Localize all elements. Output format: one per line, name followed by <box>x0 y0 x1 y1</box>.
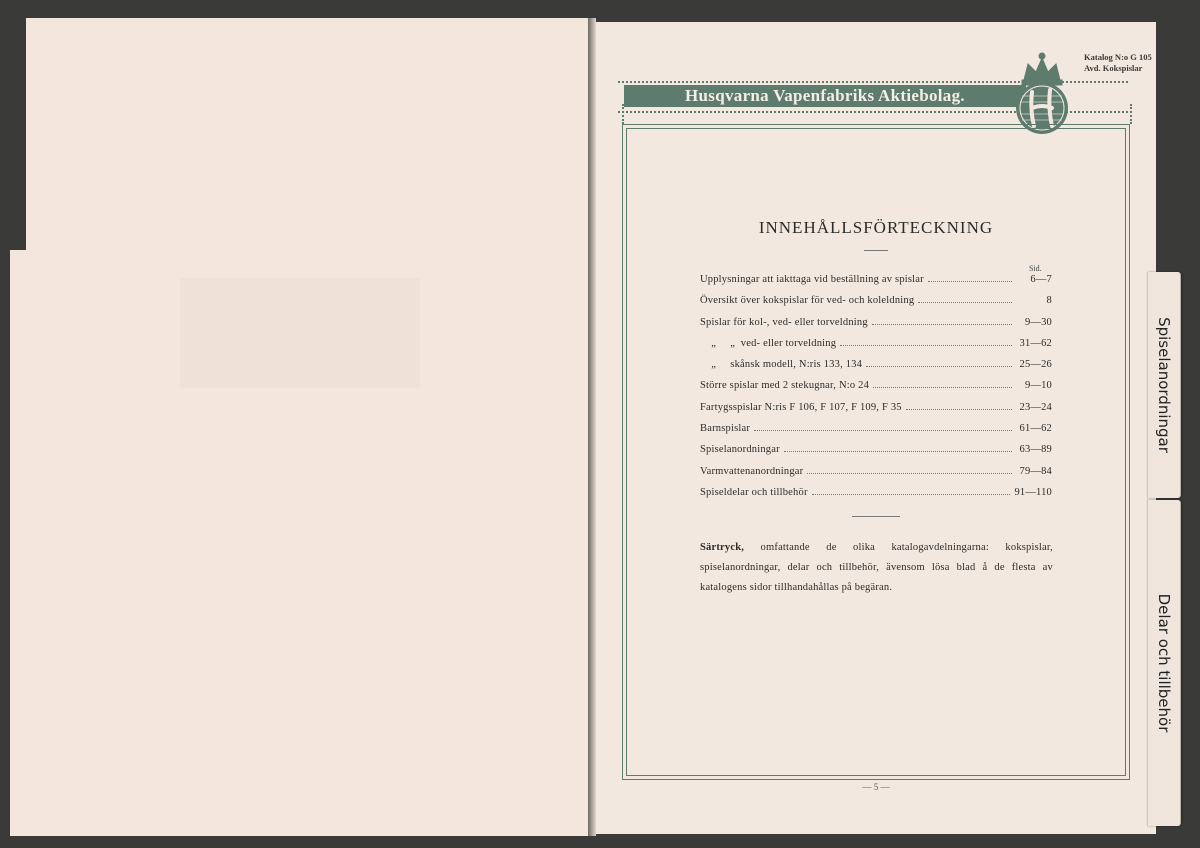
toc-entry-label: Spiseldelar och tillbehör <box>700 486 808 498</box>
toc-entry <box>700 487 1052 508</box>
toc-entry-pages: 91—110 <box>1014 486 1052 498</box>
toc-entry-pages: 9—10 <box>1024 380 1052 392</box>
toc-entry-label: Varmvattenanordningar <box>700 465 804 477</box>
reprint-note <box>700 538 1053 598</box>
right-page <box>596 22 1156 834</box>
toc-entry-label: Barnspislar <box>700 423 751 435</box>
toc-entry <box>700 359 1052 380</box>
toc-entry <box>700 423 1052 444</box>
show-through-shadow <box>180 278 420 388</box>
note-text: omfattande de olika katalogavdelningarna: kokspislar, spiselanordningar, delar och tillbehör, ävensom lösa blad å de flesta av katalogens sidor tillhandahållas på begäran. <box>700 542 1053 593</box>
toc-entry-label: Spiselanordningar <box>700 444 780 456</box>
page-column-header: Sid. <box>1029 264 1042 273</box>
dot-leader <box>840 345 1012 346</box>
toc-entry-label: Fartygsspislar N:ris F 106, F 107, F 109, F 35 <box>700 401 902 413</box>
frame-dotted-sides <box>622 104 1132 124</box>
catalog-reference <box>1084 52 1152 74</box>
toc-entry-label: Större spislar med 2 stekugnar, N:o 24 <box>700 380 870 392</box>
tab-spiselanordningar[interactable] <box>1147 272 1181 498</box>
tab-label: Delar och tillbehör <box>1155 593 1173 733</box>
toc-entry <box>700 402 1052 423</box>
dot-leader <box>872 324 1012 325</box>
company-banner: Husqvarna Vapenfabriks Aktiebolag. <box>624 85 1026 107</box>
toc-entry-label: „ „ ved- eller torveldning <box>700 337 837 349</box>
toc-entry-label: Spislar för kol-, ved- eller torveldning <box>700 316 868 328</box>
dot-leader <box>906 409 1012 410</box>
page-title: INNEHÅLLSFÖRTECKNING <box>758 218 994 237</box>
toc-entry-pages: 23—24 <box>1019 401 1052 413</box>
toc-entry-pages: 9—30 <box>1024 316 1052 328</box>
table-of-contents <box>700 274 1052 508</box>
dot-leader <box>812 494 1011 495</box>
catalog-number: Katalog N:o G 105 <box>1084 52 1152 62</box>
title-divider <box>864 250 888 251</box>
tab-delar-och-tillbehor[interactable] <box>1147 500 1181 826</box>
dot-leader <box>807 473 1012 474</box>
toc-entry-label: Upplysningar att iakttaga vid beställning av spislar <box>700 274 924 285</box>
toc-entry <box>700 444 1052 465</box>
toc-entry-label: Översikt över kokspislar för ved- och koleldning <box>700 295 915 307</box>
page-notch <box>10 18 26 250</box>
dot-leader <box>784 451 1012 452</box>
tab-label: Spiselanordningar <box>1155 317 1173 453</box>
toc-entry <box>700 466 1052 487</box>
toc-entry-pages: 25—26 <box>1019 359 1052 371</box>
toc-entry-pages: 63—89 <box>1019 444 1052 456</box>
left-page <box>10 18 588 836</box>
toc-entry-label: „ skånsk modell, N:ris 133, 134 <box>700 359 863 371</box>
catalog-section: Avd. Kokspislar <box>1084 63 1143 73</box>
dot-leader <box>866 366 1012 367</box>
toc-entry <box>700 317 1052 338</box>
book-spine <box>588 18 596 836</box>
toc-entry-pages: 31—62 <box>1019 337 1052 349</box>
toc-entry <box>700 338 1052 359</box>
dot-leader <box>754 430 1012 431</box>
toc-entry-pages: 6—7 <box>1030 274 1052 285</box>
toc-entry-pages: 8 <box>1046 295 1052 307</box>
dot-leader <box>873 387 1012 388</box>
dot-leader <box>928 281 1012 282</box>
toc-entry <box>700 380 1052 401</box>
toc-entry <box>700 295 1052 316</box>
section-divider <box>852 516 900 517</box>
page-number: — 5 — <box>862 782 890 792</box>
note-lead: Särtryck, <box>700 542 745 553</box>
toc-entry <box>700 274 1052 295</box>
dot-leader <box>918 302 1012 303</box>
toc-entry-pages: 79—84 <box>1019 465 1052 477</box>
toc-entry-pages: 61—62 <box>1019 423 1052 435</box>
